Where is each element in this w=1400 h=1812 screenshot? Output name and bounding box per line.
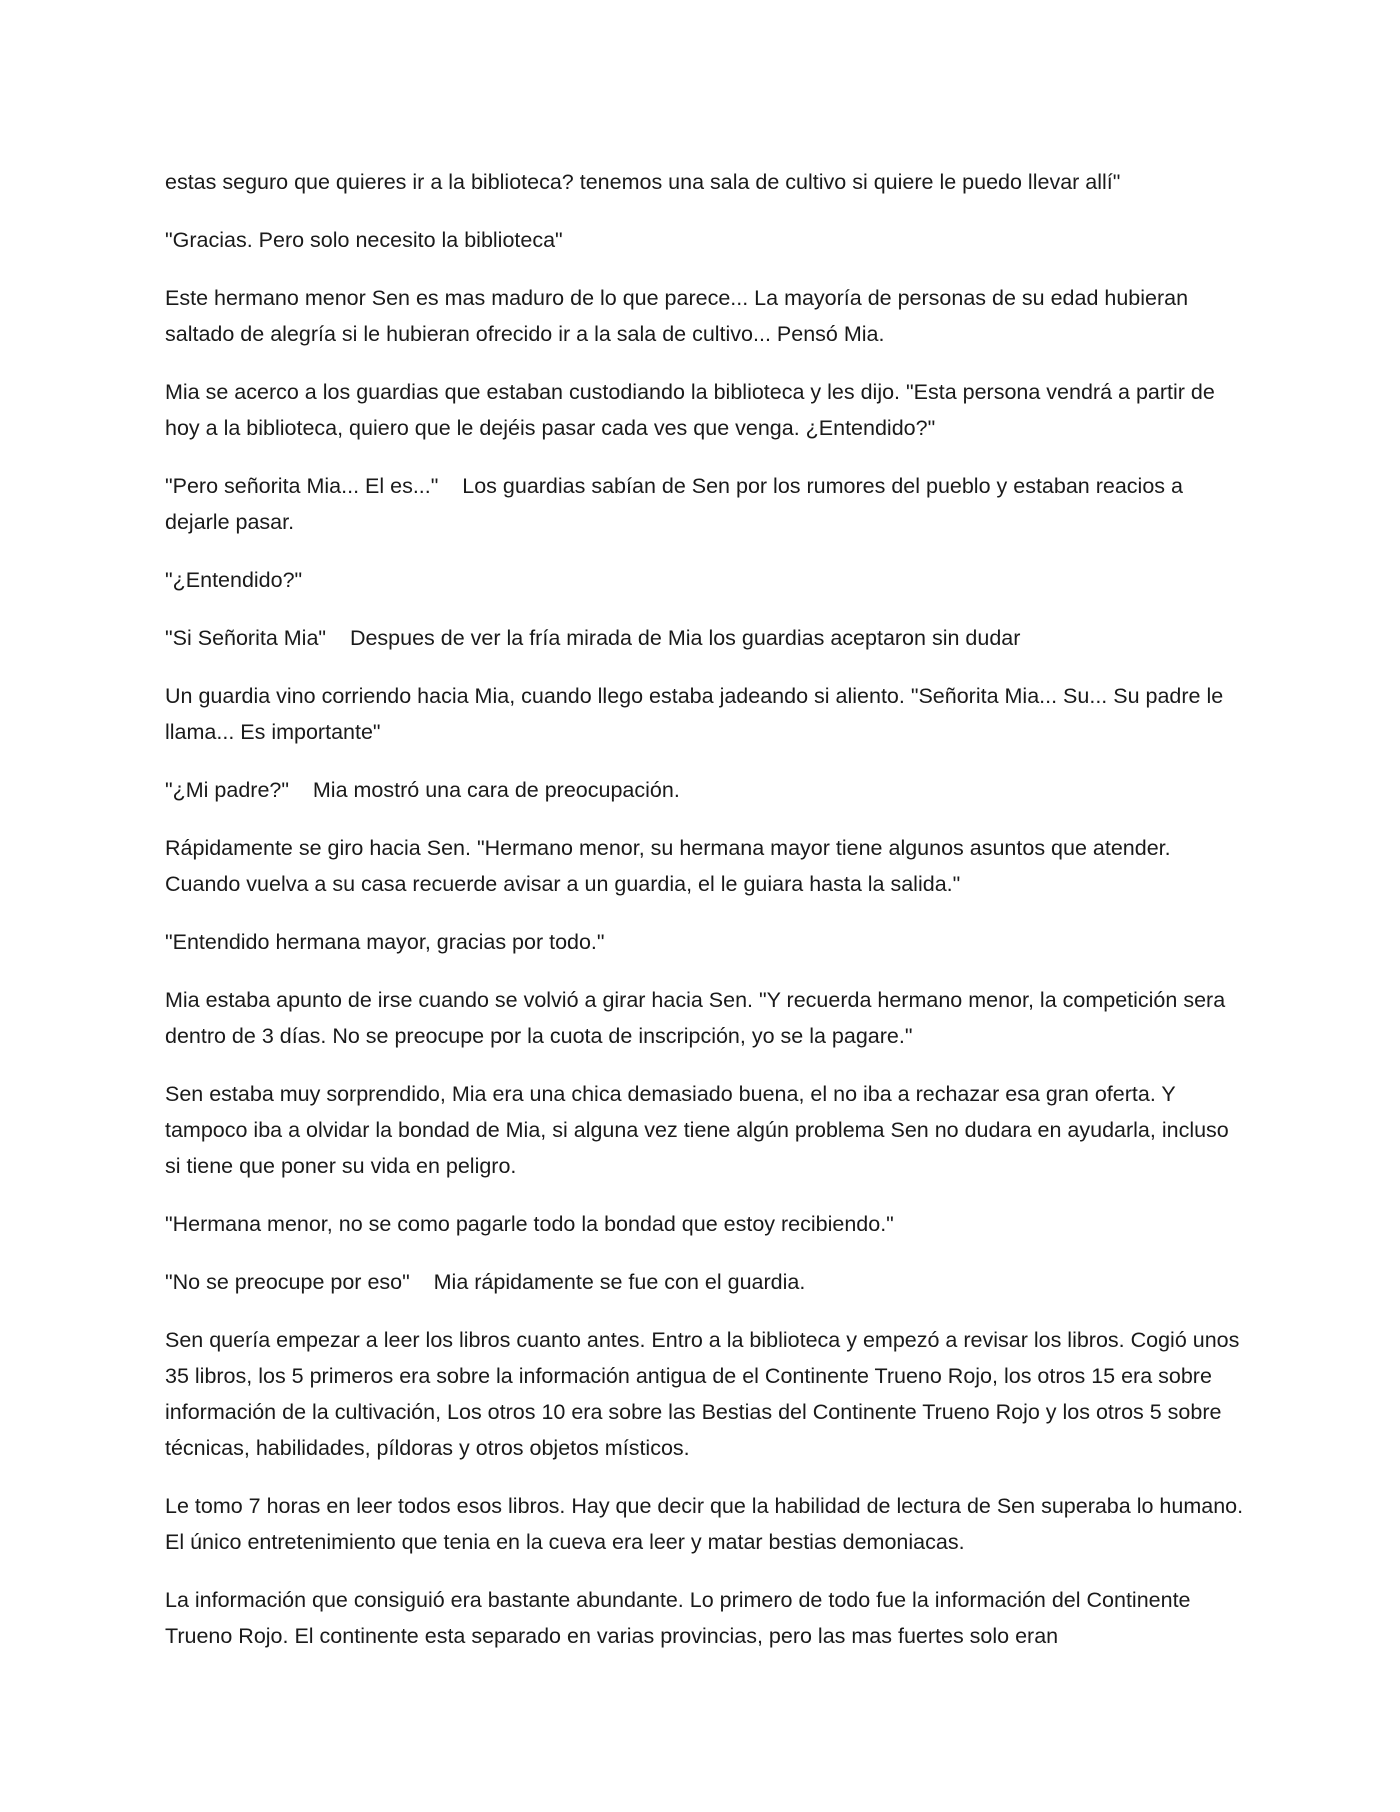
document-body (165, 164, 1250, 1676)
paragraph-4: Mia se acerco a los guardias que estaban custodiando la biblioteca y les dijo. "Esta persona vendrá a partir de hoy a la biblioteca, quiero que le dejéis pasar cada ves que venga. ¿Entendido?" (165, 380, 1221, 440)
paragraph-13: Sen estaba muy sorprendido, Mia era una chica demasiado buena, el no iba a rechazar esa gran oferta. Y tampoco iba a olvidar la bondad de Mia, si alguna vez tiene algún problema Sen no dudara en ayudarla, incluso si tiene que poner su vida en peligro. (165, 1082, 1235, 1178)
paragraph-10: Rápidamente se giro hacia Sen. "Hermano menor, su hermana mayor tiene algunos asuntos que atender. Cuando vuelva a su casa recuerde avisar a un guardia, el le guiara hasta la salida." (165, 836, 1177, 896)
paragraph-7: "Si Señorita Mia" Despues de ver la fría mirada de Mia los guardias aceptaron sin dudar (165, 626, 1021, 650)
paragraph-14: "Hermana menor, no se como pagarle todo la bondad que estoy recibiendo." (165, 1212, 894, 1236)
paragraph-16: Sen quería empezar a leer los libros cuanto antes. Entro a la biblioteca y empezó a revisar los libros. Cogió unos 35 libros, los 5 primeros era sobre la información antigua de el Continente Trueno Rojo, los otros 15 era sobre información de la cultivación, Los otros 10 era sobre las Bestias del Continente Trueno Rojo y los otros 5 sobre técnicas, habilidades, píldoras y otros objetos místicos. (165, 1328, 1246, 1460)
paragraph-8: Un guardia vino corriendo hacia Mia, cuando llego estaba jadeando si aliento. "Señorita Mia... Su... Su padre le llama... Es importante" (165, 684, 1230, 744)
paragraph-11: "Entendido hermana mayor, gracias por todo." (165, 930, 605, 954)
paragraph-18: La información que consiguió era bastante abundante. Lo primero de todo fue la información del Continente Trueno Rojo. El continente esta separado en varias provincias, pero las mas fuertes solo eran (165, 1588, 1197, 1648)
paragraph-3: Este hermano menor Sen es mas maduro de lo que parece... La mayoría de personas de su edad hubieran saltado de alegría si le hubieran ofrecido ir a la sala de cultivo... Pensó Mia. (165, 286, 1195, 346)
paragraph-6: "¿Entendido?" (165, 568, 303, 592)
paragraph-1: estas seguro que quieres ir a la biblioteca? tenemos una sala de cultivo si quiere le puedo llevar allí" (165, 170, 1121, 194)
paragraph-9: "¿Mi padre?" Mia mostró una cara de preocupación. (165, 778, 680, 802)
paragraph-2: "Gracias. Pero solo necesito la biblioteca" (165, 228, 563, 252)
paragraph-15: "No se preocupe por eso" Mia rápidamente se fue con el guardia. (165, 1270, 806, 1294)
paragraph-5: "Pero señorita Mia... El es..." Los guardias sabían de Sen por los rumores del pueblo y estaban reacios a dejarle pasar. (165, 474, 1189, 534)
paragraph-17: Le tomo 7 horas en leer todos esos libros. Hay que decir que la habilidad de lectura de Sen superaba lo humano. El único entretenimiento que tenia en la cueva era leer y matar bestias demoniacas. (165, 1494, 1250, 1554)
paragraph-12: Mia estaba apunto de irse cuando se volvió a girar hacia Sen. "Y recuerda hermano menor, la competición sera dentro de 3 días. No se preocupe por la cuota de inscripción, yo se la pagare." (165, 988, 1232, 1048)
